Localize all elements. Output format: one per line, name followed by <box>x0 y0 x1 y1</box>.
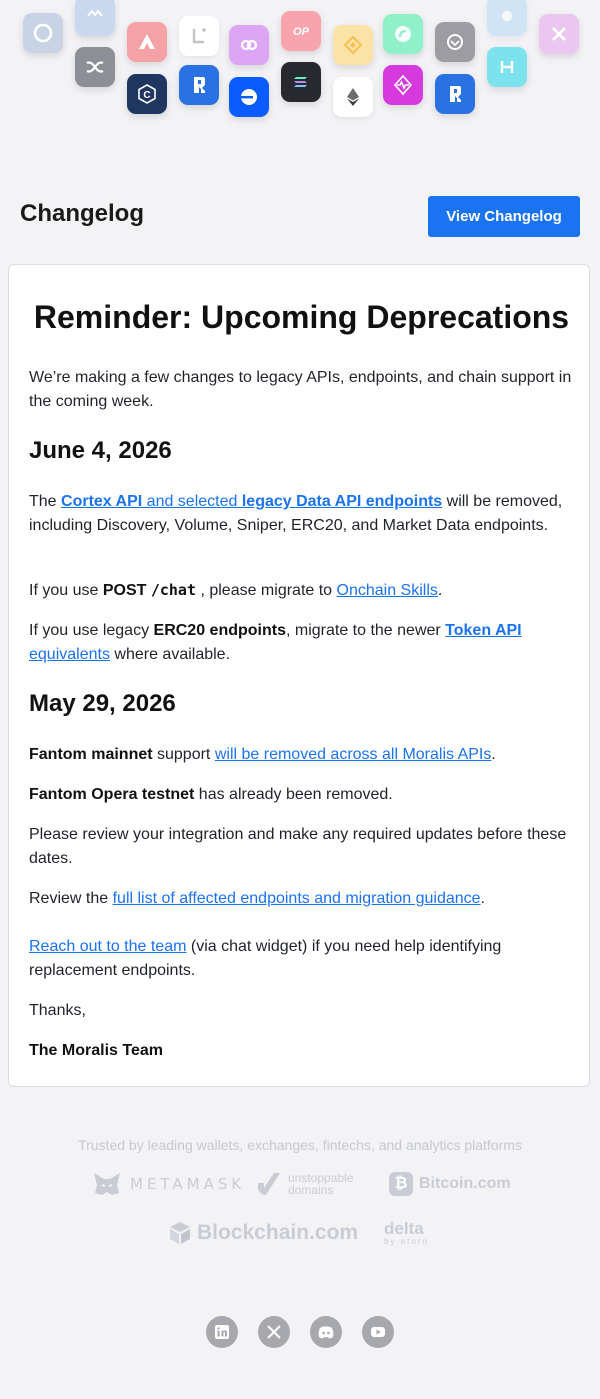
post-chat-paragraph <box>29 578 574 603</box>
pulsechain-icon <box>383 65 423 105</box>
cronos-icon <box>127 74 167 114</box>
unstoppable-wordmark <box>288 1172 353 1196</box>
delta-subtitle: by etoro <box>384 1237 429 1246</box>
bold-text: POST <box>102 582 147 599</box>
wormhole-icon <box>75 0 115 36</box>
fox-icon <box>92 1171 122 1197</box>
link-bold-text: legacy Data API endpoints <box>241 493 443 510</box>
bitcoin-wordmark: Bitcoin.com <box>419 1175 511 1192</box>
reach-out-link[interactable]: Reach out to the team <box>29 938 187 955</box>
arbitrum-icon <box>127 22 167 62</box>
section-date-may: May 29, 2026 <box>29 690 176 717</box>
text-span: will be removed, including Discovery, Volume, Sniper, ERC20, and Market Data endpoints. <box>29 493 563 534</box>
signature <box>29 1039 574 1063</box>
code-text: /chat <box>150 581 196 599</box>
blockchain-wordmark: Blockchain.com <box>197 1221 359 1244</box>
text-span: support <box>152 746 215 763</box>
base-icon <box>229 77 269 117</box>
blockchain-icon <box>169 1221 191 1245</box>
ronin-icon-alt <box>435 74 475 114</box>
text-span: where available. <box>109 646 231 663</box>
text-span: . <box>491 746 496 763</box>
link-text: equivalents <box>29 646 110 663</box>
youtube-icon[interactable] <box>362 1316 394 1348</box>
linea-icon <box>179 16 219 56</box>
fantom-mainnet-paragraph <box>29 743 574 767</box>
reach-out-paragraph <box>29 935 574 983</box>
announcement-card <box>8 264 590 1087</box>
text-span: (via chat widget) if you need help identifying replacement endpoints. <box>29 938 502 979</box>
link-text: and selected <box>142 493 242 510</box>
bitcoin-icon: ₿ <box>389 1172 413 1196</box>
delta-logo <box>384 1220 429 1247</box>
harmony-hex-icon <box>487 47 527 87</box>
bnb-icon <box>333 25 373 65</box>
review-integration-paragraph: Please review your integration and make any required updates before these dates. <box>29 826 567 867</box>
x-icon[interactable] <box>258 1316 290 1348</box>
text-span: , please migrate to <box>196 582 337 599</box>
domains-text: domains <box>288 1183 334 1197</box>
ethereum-icon <box>333 77 373 117</box>
delta-wordmark: delta <box>384 1219 424 1238</box>
signature-text: The Moralis Team <box>29 1042 163 1059</box>
link-bold-text: Token API <box>445 622 522 639</box>
chronos-icon <box>75 47 115 87</box>
page-title: Changelog <box>20 200 144 227</box>
bold-text: ERC20 endpoints <box>153 622 286 639</box>
ring-icon <box>23 13 63 53</box>
view-changelog-button[interactable]: View Changelog <box>428 196 580 237</box>
harmony-icon <box>539 14 579 54</box>
blockchain-com-logo <box>169 1221 358 1245</box>
trusted-tagline: Trusted by leading wallets, exchanges, fintechs, and analytics platforms <box>78 1137 522 1153</box>
signoff: Thanks, <box>29 1002 86 1019</box>
unstoppable-logo <box>254 1171 353 1197</box>
cortex-paragraph <box>29 490 574 538</box>
solana-icon <box>281 62 321 102</box>
svg-text:C: C <box>143 90 151 101</box>
erc20-paragraph <box>29 619 574 667</box>
moonbeam-icon <box>435 22 475 62</box>
cortex-api-link[interactable] <box>61 493 442 510</box>
flow-icon <box>383 14 423 54</box>
text-span: . <box>480 890 485 907</box>
polygon-icon <box>229 25 269 65</box>
optimism-icon <box>281 11 321 51</box>
unstoppable-text: unstoppable <box>288 1171 354 1185</box>
text-span: . <box>437 582 443 599</box>
moralis-apis-link[interactable]: will be removed across all Moralis APIs <box>214 746 492 763</box>
chiliz-icon <box>487 0 527 36</box>
unstoppable-icon <box>254 1171 282 1197</box>
svg-text:OP: OP <box>293 26 309 38</box>
text-span: , migrate to the newer <box>285 622 446 639</box>
link-bold-text: Cortex API <box>61 493 143 510</box>
bitcoin-com-logo <box>389 1172 511 1196</box>
announcement-heading: Reminder: Upcoming Deprecations <box>33 299 570 335</box>
bold-text: Fantom mainnet <box>29 746 153 763</box>
text-span: If you use legacy <box>29 622 154 639</box>
text-span: The <box>29 493 62 510</box>
text-span: If you use <box>29 582 103 599</box>
text-span: has already been removed. <box>194 786 393 803</box>
section-date-june: June 4, 2026 <box>29 437 172 464</box>
bold-text: Fantom Opera testnet <box>29 786 195 803</box>
metamask-wordmark: METAMASK <box>130 1175 246 1193</box>
linkedin-icon[interactable] <box>206 1316 238 1348</box>
hero-chain-icons <box>0 0 600 150</box>
migration-guidance-paragraph <box>29 887 574 911</box>
fantom-testnet-paragraph <box>29 783 574 807</box>
migration-guidance-link[interactable]: full list of affected endpoints and migration guidance <box>112 890 481 907</box>
intro-paragraph: We’re making a few changes to legacy APIs, endpoints, and chain support in the coming week. <box>29 369 572 410</box>
metamask-logo <box>92 1171 245 1197</box>
text-span: Review the <box>29 890 113 907</box>
onchain-skills-link[interactable]: Onchain Skills <box>336 582 438 599</box>
discord-icon[interactable] <box>310 1316 342 1348</box>
ronin-icon <box>179 65 219 105</box>
